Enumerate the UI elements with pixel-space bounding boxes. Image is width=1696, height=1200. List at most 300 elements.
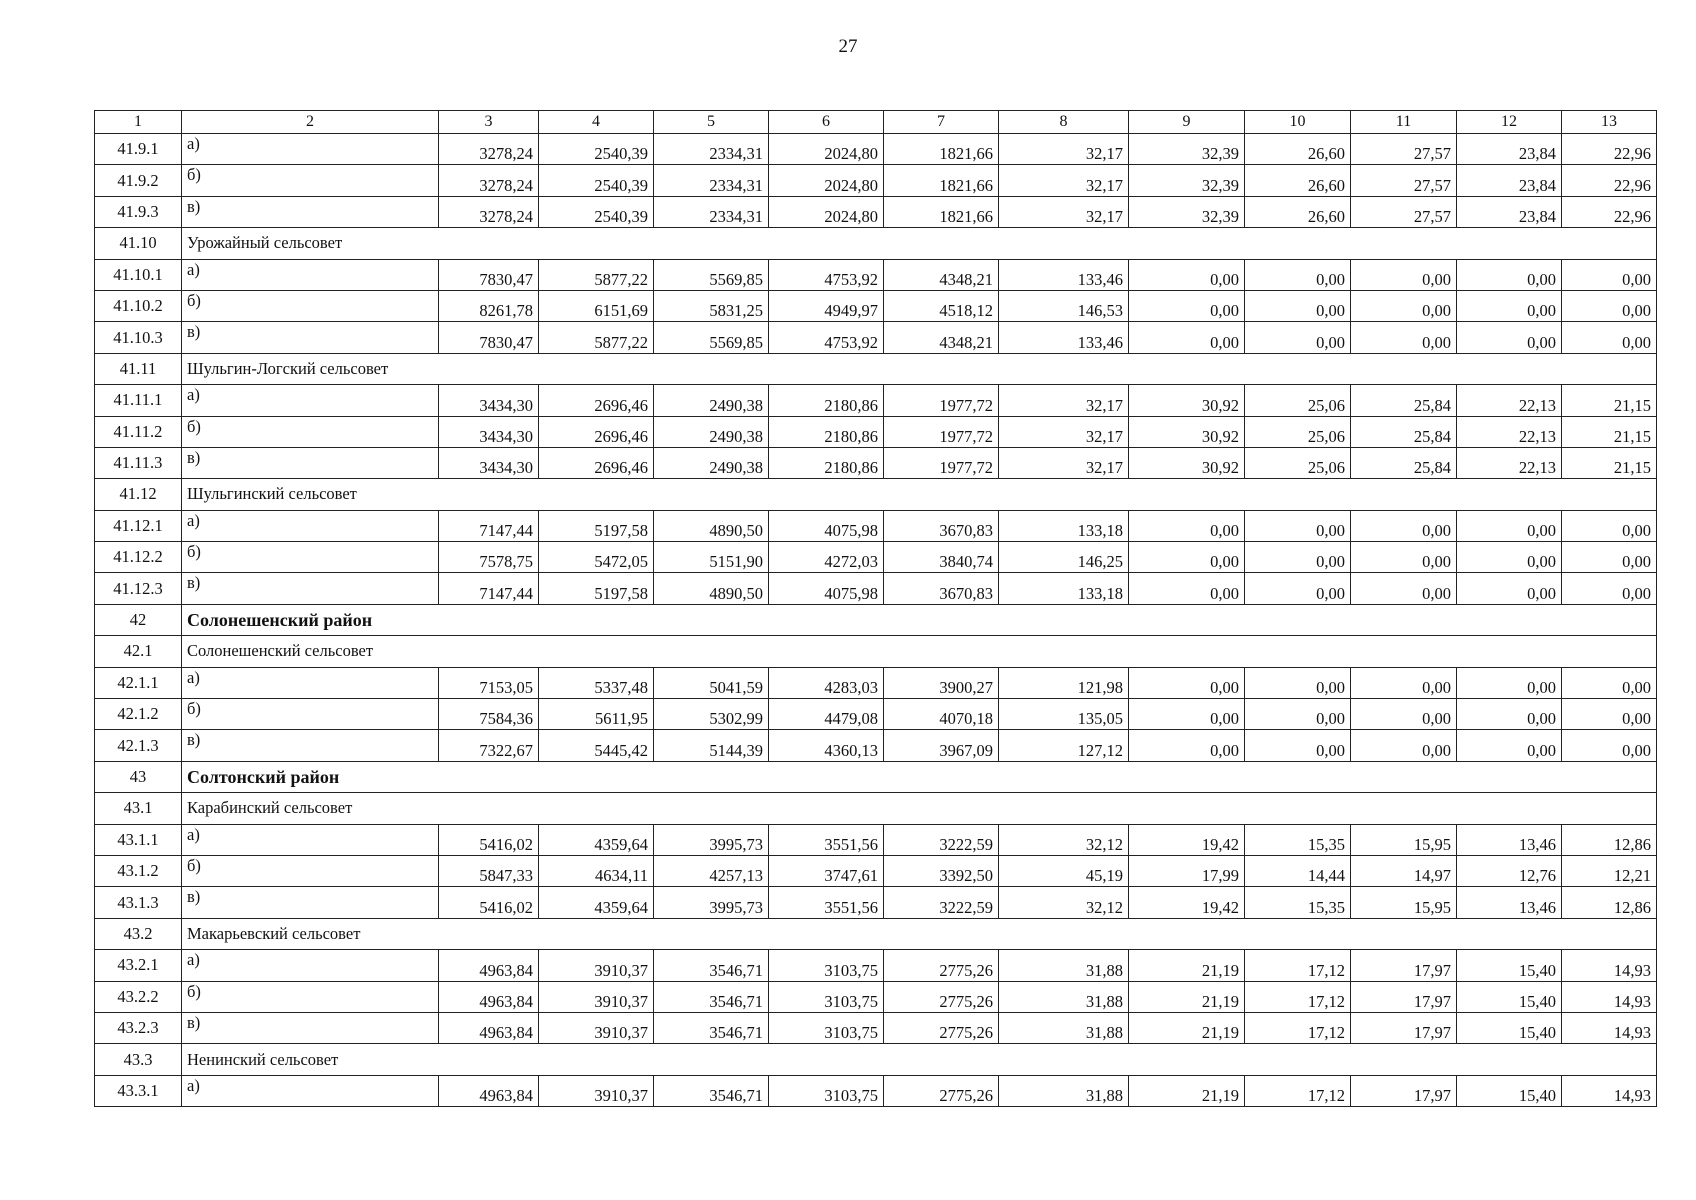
value-cell-col-11: 0,00 <box>1351 290 1457 321</box>
value-cell-col-13: 0,00 <box>1562 730 1657 761</box>
value-cell-col-9: 0,00 <box>1129 259 1245 290</box>
value-cell-col-10: 0,00 <box>1245 542 1351 573</box>
row-code: 43.2 <box>95 918 182 949</box>
row-code: 41.9.3 <box>95 196 182 227</box>
value-cell-col-5: 3546,71 <box>654 1012 769 1043</box>
value-cell-col-4: 6151,69 <box>539 290 654 321</box>
value-cell-col-12: 13,46 <box>1457 824 1562 855</box>
value-cell-col-6: 2024,80 <box>769 196 884 227</box>
value-cell-col-10: 0,00 <box>1245 510 1351 541</box>
value-cell-col-11: 0,00 <box>1351 259 1457 290</box>
value-cell-col-10: 26,60 <box>1245 196 1351 227</box>
value-cell-col-13: 22,96 <box>1562 165 1657 196</box>
value-cell-col-9: 17,99 <box>1129 855 1245 886</box>
value-cell-col-10: 0,00 <box>1245 573 1351 604</box>
row-label: в) <box>182 573 439 604</box>
column-header-9: 9 <box>1129 111 1245 134</box>
value-cell-col-4: 4634,11 <box>539 855 654 886</box>
value-cell-col-8: 45,19 <box>999 855 1129 886</box>
value-cell-col-8: 31,88 <box>999 950 1129 981</box>
value-cell-col-6: 3103,75 <box>769 1012 884 1043</box>
value-cell-col-12: 13,46 <box>1457 887 1562 918</box>
value-cell-col-10: 0,00 <box>1245 667 1351 698</box>
value-cell-col-10: 17,12 <box>1245 1012 1351 1043</box>
value-cell-col-11: 14,97 <box>1351 855 1457 886</box>
row-label: а) <box>182 385 439 416</box>
value-cell-col-7: 4348,21 <box>884 322 999 353</box>
row-code: 43.1.2 <box>95 855 182 886</box>
value-cell-col-4: 2540,39 <box>539 165 654 196</box>
council-title: Шульгин-Логский сельсовет <box>182 353 1657 384</box>
value-cell-col-8: 32,12 <box>999 824 1129 855</box>
value-cell-col-7: 3222,59 <box>884 887 999 918</box>
row-code: 41.10.1 <box>95 259 182 290</box>
row-label: б) <box>182 855 439 886</box>
council-title: Шульгинский сельсовет <box>182 479 1657 510</box>
value-cell-col-7: 3967,09 <box>884 730 999 761</box>
value-cell-col-5: 3546,71 <box>654 981 769 1012</box>
value-cell-col-9: 30,92 <box>1129 385 1245 416</box>
value-cell-col-5: 4890,50 <box>654 573 769 604</box>
value-cell-col-11: 0,00 <box>1351 730 1457 761</box>
value-cell-col-9: 0,00 <box>1129 542 1245 573</box>
value-cell-col-5: 2490,38 <box>654 416 769 447</box>
value-cell-col-11: 25,84 <box>1351 385 1457 416</box>
value-cell-col-3: 7830,47 <box>439 322 539 353</box>
row-label: а) <box>182 667 439 698</box>
value-cell-col-4: 5472,05 <box>539 542 654 573</box>
value-cell-col-9: 19,42 <box>1129 824 1245 855</box>
council-title: Ненинский сельсовет <box>182 1044 1657 1075</box>
row-code: 41.9.1 <box>95 134 182 165</box>
value-cell-col-9: 19,42 <box>1129 887 1245 918</box>
value-cell-col-6: 2024,80 <box>769 165 884 196</box>
column-header-4: 4 <box>539 111 654 134</box>
value-cell-col-9: 0,00 <box>1129 699 1245 730</box>
value-cell-col-4: 2696,46 <box>539 385 654 416</box>
table-row <box>95 887 1657 918</box>
value-cell-col-3: 7153,05 <box>439 667 539 698</box>
table-row <box>95 165 1657 196</box>
table-row <box>95 447 1657 478</box>
value-cell-col-9: 30,92 <box>1129 447 1245 478</box>
value-cell-col-4: 2696,46 <box>539 416 654 447</box>
value-cell-col-11: 0,00 <box>1351 542 1457 573</box>
column-header-11: 11 <box>1351 111 1457 134</box>
value-cell-col-9: 32,39 <box>1129 165 1245 196</box>
value-cell-col-4: 5197,58 <box>539 510 654 541</box>
value-cell-col-8: 121,98 <box>999 667 1129 698</box>
row-label: в) <box>182 447 439 478</box>
row-label: б) <box>182 165 439 196</box>
value-cell-col-13: 21,15 <box>1562 447 1657 478</box>
value-cell-col-10: 26,60 <box>1245 134 1351 165</box>
row-label: а) <box>182 259 439 290</box>
table-row <box>95 855 1657 886</box>
value-cell-col-13: 0,00 <box>1562 542 1657 573</box>
value-cell-col-8: 146,25 <box>999 542 1129 573</box>
value-cell-col-10: 15,35 <box>1245 824 1351 855</box>
table-row <box>95 542 1657 573</box>
value-cell-col-7: 1977,72 <box>884 447 999 478</box>
value-cell-col-3: 7578,75 <box>439 542 539 573</box>
value-cell-col-3: 5416,02 <box>439 824 539 855</box>
value-cell-col-4: 5611,95 <box>539 699 654 730</box>
value-cell-col-9: 0,00 <box>1129 667 1245 698</box>
value-cell-col-5: 2334,31 <box>654 134 769 165</box>
table-row <box>95 950 1657 981</box>
value-cell-col-9: 0,00 <box>1129 322 1245 353</box>
value-cell-col-9: 0,00 <box>1129 573 1245 604</box>
row-code: 43.2.1 <box>95 950 182 981</box>
value-cell-col-7: 1821,66 <box>884 196 999 227</box>
row-code: 42.1 <box>95 636 182 667</box>
table-row <box>95 290 1657 321</box>
section-row <box>95 1044 1657 1075</box>
value-cell-col-11: 0,00 <box>1351 322 1457 353</box>
row-label: а) <box>182 510 439 541</box>
value-cell-col-13: 0,00 <box>1562 322 1657 353</box>
value-cell-col-10: 25,06 <box>1245 447 1351 478</box>
value-cell-col-3: 3434,30 <box>439 447 539 478</box>
table-row <box>95 196 1657 227</box>
value-cell-col-10: 25,06 <box>1245 385 1351 416</box>
value-cell-col-11: 17,97 <box>1351 981 1457 1012</box>
value-cell-col-8: 32,17 <box>999 134 1129 165</box>
table-row <box>95 259 1657 290</box>
value-cell-col-13: 12,86 <box>1562 887 1657 918</box>
value-cell-col-9: 32,39 <box>1129 134 1245 165</box>
row-label: б) <box>182 981 439 1012</box>
value-cell-col-6: 4753,92 <box>769 322 884 353</box>
value-cell-col-12: 0,00 <box>1457 510 1562 541</box>
value-cell-col-9: 21,19 <box>1129 1075 1245 1106</box>
column-header-6: 6 <box>769 111 884 134</box>
value-cell-col-11: 0,00 <box>1351 667 1457 698</box>
value-cell-col-6: 4272,03 <box>769 542 884 573</box>
value-cell-col-7: 2775,26 <box>884 1075 999 1106</box>
value-cell-col-6: 3551,56 <box>769 824 884 855</box>
row-code: 42.1.1 <box>95 667 182 698</box>
value-cell-col-6: 4075,98 <box>769 573 884 604</box>
value-cell-col-12: 23,84 <box>1457 165 1562 196</box>
value-cell-col-12: 22,13 <box>1457 416 1562 447</box>
value-cell-col-8: 133,18 <box>999 510 1129 541</box>
value-cell-col-11: 25,84 <box>1351 447 1457 478</box>
row-code: 41.12.1 <box>95 510 182 541</box>
tariff-table <box>94 110 1657 1107</box>
value-cell-col-8: 135,05 <box>999 699 1129 730</box>
column-header-7: 7 <box>884 111 999 134</box>
value-cell-col-11: 0,00 <box>1351 510 1457 541</box>
value-cell-col-3: 3278,24 <box>439 165 539 196</box>
value-cell-col-6: 2180,86 <box>769 416 884 447</box>
value-cell-col-6: 3747,61 <box>769 855 884 886</box>
value-cell-col-8: 133,46 <box>999 322 1129 353</box>
section-row <box>95 636 1657 667</box>
value-cell-col-6: 3103,75 <box>769 981 884 1012</box>
table-row <box>95 1012 1657 1043</box>
value-cell-col-8: 31,88 <box>999 981 1129 1012</box>
value-cell-col-13: 12,21 <box>1562 855 1657 886</box>
row-code: 42.1.3 <box>95 730 182 761</box>
value-cell-col-8: 32,17 <box>999 416 1129 447</box>
value-cell-col-3: 3434,30 <box>439 385 539 416</box>
value-cell-col-13: 14,93 <box>1562 1012 1657 1043</box>
column-header-8: 8 <box>999 111 1129 134</box>
value-cell-col-12: 15,40 <box>1457 1075 1562 1106</box>
table-row <box>95 134 1657 165</box>
council-title: Урожайный сельсовет <box>182 228 1657 259</box>
value-cell-col-3: 7147,44 <box>439 573 539 604</box>
column-header-5: 5 <box>654 111 769 134</box>
row-code: 41.12 <box>95 479 182 510</box>
table-row <box>95 322 1657 353</box>
value-cell-col-6: 2024,80 <box>769 134 884 165</box>
value-cell-col-10: 0,00 <box>1245 290 1351 321</box>
district-title: Солонешенский район <box>182 604 1657 635</box>
row-code: 41.12.3 <box>95 573 182 604</box>
value-cell-col-9: 30,92 <box>1129 416 1245 447</box>
value-cell-col-12: 12,76 <box>1457 855 1562 886</box>
row-label: б) <box>182 290 439 321</box>
value-cell-col-11: 27,57 <box>1351 196 1457 227</box>
value-cell-col-11: 15,95 <box>1351 824 1457 855</box>
table-row <box>95 730 1657 761</box>
value-cell-col-9: 0,00 <box>1129 730 1245 761</box>
row-code: 42 <box>95 604 182 635</box>
value-cell-col-8: 32,17 <box>999 196 1129 227</box>
district-title: Солтонский район <box>182 761 1657 792</box>
table-row <box>95 699 1657 730</box>
column-header-10: 10 <box>1245 111 1351 134</box>
value-cell-col-8: 31,88 <box>999 1075 1129 1106</box>
value-cell-col-6: 4479,08 <box>769 699 884 730</box>
row-label: в) <box>182 196 439 227</box>
value-cell-col-9: 32,39 <box>1129 196 1245 227</box>
value-cell-col-4: 3910,37 <box>539 1075 654 1106</box>
value-cell-col-5: 5151,90 <box>654 542 769 573</box>
value-cell-col-7: 2775,26 <box>884 1012 999 1043</box>
row-code: 43.2.3 <box>95 1012 182 1043</box>
row-code: 42.1.2 <box>95 699 182 730</box>
row-code: 43.3.1 <box>95 1075 182 1106</box>
table-row <box>95 824 1657 855</box>
row-label: а) <box>182 824 439 855</box>
value-cell-col-4: 5445,42 <box>539 730 654 761</box>
row-label: а) <box>182 950 439 981</box>
value-cell-col-7: 1821,66 <box>884 165 999 196</box>
value-cell-col-6: 3103,75 <box>769 950 884 981</box>
value-cell-col-8: 127,12 <box>999 730 1129 761</box>
value-cell-col-9: 0,00 <box>1129 510 1245 541</box>
row-label: б) <box>182 542 439 573</box>
value-cell-col-12: 23,84 <box>1457 196 1562 227</box>
page-number: 27 <box>838 36 858 57</box>
value-cell-col-3: 4963,84 <box>439 1012 539 1043</box>
value-cell-col-4: 2540,39 <box>539 196 654 227</box>
section-row <box>95 793 1657 824</box>
value-cell-col-8: 146,53 <box>999 290 1129 321</box>
row-code: 41.11.3 <box>95 447 182 478</box>
value-cell-col-9: 21,19 <box>1129 950 1245 981</box>
column-header-3: 3 <box>439 111 539 134</box>
value-cell-col-11: 25,84 <box>1351 416 1457 447</box>
value-cell-col-6: 4360,13 <box>769 730 884 761</box>
column-header-2: 2 <box>182 111 439 134</box>
value-cell-col-4: 5197,58 <box>539 573 654 604</box>
value-cell-col-5: 3546,71 <box>654 950 769 981</box>
column-header-13: 13 <box>1562 111 1657 134</box>
value-cell-col-4: 5877,22 <box>539 322 654 353</box>
value-cell-col-8: 133,18 <box>999 573 1129 604</box>
value-cell-col-3: 4963,84 <box>439 981 539 1012</box>
row-code: 41.10 <box>95 228 182 259</box>
value-cell-col-6: 4075,98 <box>769 510 884 541</box>
value-cell-col-5: 4890,50 <box>654 510 769 541</box>
row-label: б) <box>182 699 439 730</box>
value-cell-col-3: 7830,47 <box>439 259 539 290</box>
value-cell-col-7: 1977,72 <box>884 385 999 416</box>
value-cell-col-5: 5569,85 <box>654 322 769 353</box>
value-cell-col-4: 2696,46 <box>539 447 654 478</box>
value-cell-col-7: 3670,83 <box>884 510 999 541</box>
section-row <box>95 918 1657 949</box>
value-cell-col-7: 3900,27 <box>884 667 999 698</box>
value-cell-col-5: 4257,13 <box>654 855 769 886</box>
value-cell-col-6: 3103,75 <box>769 1075 884 1106</box>
value-cell-col-13: 21,15 <box>1562 416 1657 447</box>
row-label: а) <box>182 1075 439 1106</box>
section-row <box>95 604 1657 635</box>
value-cell-col-7: 3222,59 <box>884 824 999 855</box>
value-cell-col-10: 26,60 <box>1245 165 1351 196</box>
value-cell-col-5: 2334,31 <box>654 165 769 196</box>
row-label: в) <box>182 887 439 918</box>
value-cell-col-6: 2180,86 <box>769 447 884 478</box>
value-cell-col-11: 17,97 <box>1351 950 1457 981</box>
value-cell-col-4: 3910,37 <box>539 981 654 1012</box>
row-label: в) <box>182 322 439 353</box>
value-cell-col-12: 0,00 <box>1457 259 1562 290</box>
value-cell-col-10: 14,44 <box>1245 855 1351 886</box>
value-cell-col-13: 0,00 <box>1562 290 1657 321</box>
value-cell-col-5: 2490,38 <box>654 447 769 478</box>
value-cell-col-5: 5831,25 <box>654 290 769 321</box>
table-row <box>95 416 1657 447</box>
value-cell-col-13: 21,15 <box>1562 385 1657 416</box>
value-cell-col-11: 17,97 <box>1351 1075 1457 1106</box>
value-cell-col-9: 21,19 <box>1129 981 1245 1012</box>
value-cell-col-10: 0,00 <box>1245 730 1351 761</box>
row-code: 43.1.3 <box>95 887 182 918</box>
row-label: б) <box>182 416 439 447</box>
council-title: Макарьевский сельсовет <box>182 918 1657 949</box>
value-cell-col-3: 5416,02 <box>439 887 539 918</box>
council-title: Солонешенский сельсовет <box>182 636 1657 667</box>
section-row <box>95 353 1657 384</box>
value-cell-col-7: 4518,12 <box>884 290 999 321</box>
value-cell-col-3: 4963,84 <box>439 1075 539 1106</box>
value-cell-col-13: 14,93 <box>1562 950 1657 981</box>
value-cell-col-6: 3551,56 <box>769 887 884 918</box>
row-code: 41.12.2 <box>95 542 182 573</box>
value-cell-col-4: 3910,37 <box>539 950 654 981</box>
value-cell-col-7: 3392,50 <box>884 855 999 886</box>
row-code: 41.10.3 <box>95 322 182 353</box>
table-row <box>95 385 1657 416</box>
value-cell-col-4: 5877,22 <box>539 259 654 290</box>
value-cell-col-13: 14,93 <box>1562 1075 1657 1106</box>
value-cell-col-10: 0,00 <box>1245 699 1351 730</box>
value-cell-col-11: 0,00 <box>1351 573 1457 604</box>
value-cell-col-11: 0,00 <box>1351 699 1457 730</box>
value-cell-col-4: 3910,37 <box>539 1012 654 1043</box>
value-cell-col-7: 3840,74 <box>884 542 999 573</box>
council-title: Карабинский сельсовет <box>182 793 1657 824</box>
value-cell-col-3: 3278,24 <box>439 134 539 165</box>
table-row <box>95 667 1657 698</box>
row-code: 41.11.2 <box>95 416 182 447</box>
value-cell-col-4: 4359,64 <box>539 824 654 855</box>
value-cell-col-12: 15,40 <box>1457 981 1562 1012</box>
value-cell-col-13: 22,96 <box>1562 134 1657 165</box>
value-cell-col-8: 32,17 <box>999 385 1129 416</box>
table-row <box>95 1075 1657 1106</box>
value-cell-col-10: 25,06 <box>1245 416 1351 447</box>
value-cell-col-3: 7322,67 <box>439 730 539 761</box>
row-label: а) <box>182 134 439 165</box>
row-code: 41.11 <box>95 353 182 384</box>
value-cell-col-13: 12,86 <box>1562 824 1657 855</box>
value-cell-col-7: 4348,21 <box>884 259 999 290</box>
table-row <box>95 510 1657 541</box>
value-cell-col-7: 1821,66 <box>884 134 999 165</box>
value-cell-col-5: 2490,38 <box>654 385 769 416</box>
value-cell-col-7: 4070,18 <box>884 699 999 730</box>
row-label: в) <box>182 1012 439 1043</box>
value-cell-col-12: 22,13 <box>1457 447 1562 478</box>
value-cell-col-3: 3278,24 <box>439 196 539 227</box>
value-cell-col-3: 8261,78 <box>439 290 539 321</box>
section-row <box>95 761 1657 792</box>
value-cell-col-13: 22,96 <box>1562 196 1657 227</box>
value-cell-col-13: 14,93 <box>1562 981 1657 1012</box>
value-cell-col-9: 21,19 <box>1129 1012 1245 1043</box>
value-cell-col-6: 4949,97 <box>769 290 884 321</box>
value-cell-col-12: 0,00 <box>1457 322 1562 353</box>
value-cell-col-5: 3546,71 <box>654 1075 769 1106</box>
value-cell-col-4: 4359,64 <box>539 887 654 918</box>
row-code: 41.11.1 <box>95 385 182 416</box>
value-cell-col-13: 0,00 <box>1562 699 1657 730</box>
value-cell-col-12: 0,00 <box>1457 730 1562 761</box>
value-cell-col-3: 3434,30 <box>439 416 539 447</box>
value-cell-col-12: 15,40 <box>1457 950 1562 981</box>
row-code: 41.10.2 <box>95 290 182 321</box>
header-row <box>95 111 1657 134</box>
value-cell-col-5: 2334,31 <box>654 196 769 227</box>
value-cell-col-5: 5041,59 <box>654 667 769 698</box>
table-row <box>95 573 1657 604</box>
value-cell-col-12: 0,00 <box>1457 699 1562 730</box>
value-cell-col-10: 0,00 <box>1245 259 1351 290</box>
value-cell-col-7: 3670,83 <box>884 573 999 604</box>
value-cell-col-3: 7147,44 <box>439 510 539 541</box>
value-cell-col-12: 0,00 <box>1457 667 1562 698</box>
value-cell-col-13: 0,00 <box>1562 510 1657 541</box>
value-cell-col-12: 0,00 <box>1457 290 1562 321</box>
